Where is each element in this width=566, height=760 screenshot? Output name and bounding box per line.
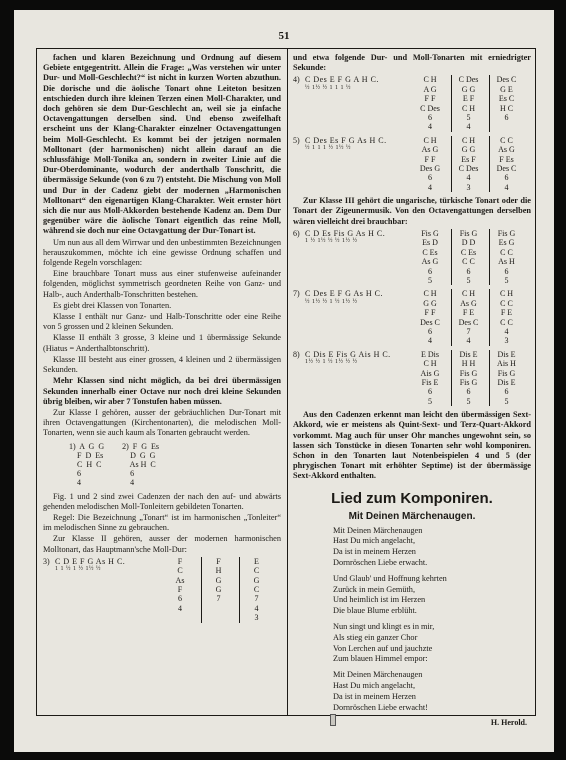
- scale-steps: 1 ½ 1½ ½ ½ 1½ ½: [305, 238, 358, 245]
- poem-line: Von Lerchen auf und jauchzte: [333, 643, 433, 653]
- scale-label: 7): [293, 289, 300, 299]
- scale-steps: ½ 1½ ½ 1 ½ 1½ ½: [305, 298, 358, 305]
- scale-notes: C Des E F G A H C.: [305, 75, 379, 85]
- poem-line: Hast Du mich angelacht,: [333, 680, 416, 690]
- poem-line: Mit Deinen Märchenaugen: [333, 525, 423, 535]
- chord: Dis E Ais H Fis G Dis E 6 5: [489, 350, 523, 406]
- scale-notes-block: [305, 229, 413, 285]
- poem-line: Dornröschen Liebe erwacht.: [333, 558, 428, 568]
- scale-notes: C Des Es F G As H C.: [305, 135, 387, 145]
- scale-steps: 1 1 ½ 1 ½ 1½ ½: [55, 566, 101, 573]
- right-column: [293, 53, 531, 728]
- scale-steps: 1½ ½ 1 ½ 1½ ½ ½: [305, 359, 358, 366]
- text-frame: [36, 48, 536, 728]
- chord: C H As G F E Des C 7 4: [451, 289, 485, 345]
- scale-example: [293, 289, 531, 345]
- poem-line: Als stieg ein ganzer Chor: [333, 632, 418, 642]
- scale-notes-block: [55, 557, 163, 623]
- scale-chords: [413, 136, 531, 192]
- poem-line: Da ist in meinem Herzen: [333, 691, 416, 701]
- scale-label: 4): [293, 75, 300, 85]
- poem-line: Hast Du mich angelacht,: [333, 536, 416, 546]
- poem-subtitle: Mit Deinen Märchenaugen.: [348, 510, 476, 522]
- chord: Dis E H H Fis G Fis G 6 5: [451, 350, 485, 406]
- binding-pin: [330, 714, 336, 726]
- poem-stanza: [333, 526, 531, 569]
- chord: E Dis C H Ais G Fis E 6 5: [420, 349, 440, 406]
- scale-chords: [413, 350, 531, 406]
- chord: E C G C 7 4 3: [239, 557, 273, 623]
- poem-line: Die blaue Blume erblüht.: [333, 606, 417, 616]
- chord: C Des G G E F C H 5 4: [451, 75, 485, 131]
- scale-notes-block: [305, 289, 413, 345]
- scale-example: [293, 136, 531, 192]
- scale-notes: C D Es Fis G As H C.: [305, 228, 386, 238]
- scale-label: 8): [293, 349, 300, 359]
- chord: C H As G F F Des G 6 4: [419, 135, 441, 192]
- scale-notes: C D E F G As H C.: [55, 556, 126, 566]
- scale-example: [293, 75, 531, 131]
- poem-stanza: [333, 622, 531, 665]
- scale-example: [293, 350, 531, 406]
- paragraph: Um nun aus all dem Wirrwar und den unbestimmten Bezeichnungen herauszukommen, möchte ich eine gewisse Ordnung schaffen und folgende Regeln vorschlagen:: [43, 237, 281, 268]
- poem-author: H. Herold.: [490, 718, 527, 728]
- paragraph: Zur Klasse I gehören, ausser der gebräuchlichen Dur-Tonart mit ihren Octavengattungen (Kirchentonarten), die melodischen Moll-Tonarten, wenn sie auch kaum als Tonarten gebraucht werden.: [43, 407, 281, 438]
- scale-notes-block: [305, 136, 413, 192]
- chord: C H C C F E C C 4 3: [489, 289, 523, 345]
- closing-paragraph: Aus den Cadenzen erkennt man leicht den übermässigen Sext-Akkord, wie er meistens als Quint-Sext- und Terz-Quart-Akkord vorkommt. Mag auch für unser Ohr manches ungewohnt sein, so lassen sich Tonstücke in diesen Tonarten sehr wohl komponiren. Schon in den Tonarten laut Notenbeispielen 4 und 5 (der phrygischen Tonart mit erhöhter Septime) ist der übermässige Sext-Akkord enthalten.: [293, 410, 531, 481]
- chord: C H G G Es F C Des 4 3: [451, 136, 485, 192]
- poem-line: Und heimlich ist im Herzen: [333, 595, 426, 605]
- scale-examples-6-8: [293, 229, 531, 406]
- poem-line: Da ist in meinem Herzen: [333, 547, 416, 557]
- scale-chords: [413, 289, 531, 345]
- paragraph: Mehr Klassen sind nicht möglich, da bei drei übermässigen Sekunden innerhalb einer Octave nur noch drei kleine Sekunden übrig bleiben, wir aber 7 Tonstufen haben müssen.: [43, 376, 281, 406]
- paragraph: Klasse I enthält nur Ganz- und Halb-Tonschritte oder eine Reihe von 5 grossen und 2 kleinen Sekunden.: [43, 312, 281, 332]
- chord: F C As F 6 4: [175, 556, 185, 613]
- poem-line: Zurück in mein Gemüth,: [333, 584, 416, 594]
- poem-title: Lied zum Komponiren.: [331, 489, 493, 507]
- paragraph: fachen und klaren Bezeichnung und Ordnung auf diesem Gebiete entgegentritt. Allein die Frage: „Was verstehen wir unter Dur- und Moll-Geschlecht?“ ist nicht in kurzen Worten abzuthun. Die dorische und die äolische Tonart ohne Leiteton besitzen entschieden durch ihre kleinen Terzen einen Moll-Charakter, und doch gehören sie dem Dur-Geschlecht an, weil sie ja einfache Octavengattungen derselben sind. Und ebenso zweifelhaft erscheint uns der Klang-Charakter einzelner Octavengattungen beim Moll-Geschlecht. Es kommt bei der jetzigen normalen Molltonart (der harmonischen) nicht allein darauf an die schlussfähige Moll-Tonika an, sondern in zweiter Linie auf die Dur-Oberdominante, wodurch der anderthalb Tonschritt, die übermässige Sekunde (von 6 zu 7) entsteht. Die Mischung von Moll und Dur in der Cadenz giebt der modernen „Harmonischen Molltonart“ den eigenartigen Klang-Charakter. Weit ernster hört sich die nur aus Moll-Akkorden bestehende Kadenz an. Dem Dur gegenüber wäre die äolische Tonart eigentlich das reine Moll, während sie doch nur eine Octavgattung der Dur-Tonart ist.: [43, 53, 281, 236]
- scale-label: 5): [293, 135, 300, 145]
- paragraph: Fig. 1 und 2 sind zwei Cadenzen der nach den auf- und abwärts gehenden melodischen Moll-Tonleitern gebildeten Tonarten.: [43, 491, 281, 511]
- scale-chords: [413, 75, 531, 131]
- scale-chords: [163, 557, 281, 623]
- paragraph: Klasse III besteht aus einer grossen, 4 kleinen und 2 übermässigen Sekunden.: [43, 354, 281, 375]
- scale-example: [293, 229, 531, 285]
- chord: C H A G F F C Des 6 4: [420, 75, 440, 132]
- paragraph: Zur Klasse II gehören, ausser der modernen harmonischen Molltonart, das Hauptmann'sche Moll-Dur:: [43, 534, 281, 554]
- chord: Des C G E Es C H C 6: [489, 75, 523, 131]
- cadence-example-2: 2) F G Es D G G As H C 6 4: [122, 441, 160, 487]
- poem-stanza: [333, 574, 531, 617]
- cadence-example-1: 1) A G G F D Es C H C 6 4: [69, 441, 105, 487]
- chord: Fis G Es D C Es As G 6 5: [421, 228, 439, 285]
- scale-label: 3): [43, 556, 50, 566]
- poem-line: Dornröschen Liebe erwacht!: [333, 702, 428, 712]
- chord: Fis G Es G C C As H 6 5: [489, 229, 523, 285]
- chord: C H G G F F Des C 6 4: [420, 289, 440, 346]
- scale-notes: C Des E F G As H C.: [305, 289, 383, 299]
- left-paragraphs-top: [43, 53, 281, 439]
- scale-example-3: [43, 557, 281, 623]
- class3-paragraph: Zur Klasse III gehört die ungarische, türkische Tonart oder die Tonart der Zigeunermusik. Von den Octavengattungen derselben wären vielleicht drei brauchbar:: [293, 196, 531, 226]
- scale-notes-block: [305, 350, 413, 406]
- paragraph: Es giebt drei Klassen von Tonarten.: [53, 300, 172, 310]
- scale-steps: ½ 1 1 1 ½ 1½ ½: [305, 145, 351, 152]
- poem-line: Und Glaub' und Hoffnung kehrten: [333, 573, 447, 583]
- scale-steps: ½ 1½ ½ 1 1 1 ½: [305, 84, 351, 91]
- paragraph: Eine brauchbare Tonart muss aus einer stufenweise aufeinander folgenden, möglichst symmetrisch geordneten Reihe von Ganz- und Halb-, auch Anderthalb-Tonschritten bestehen.: [43, 269, 281, 299]
- column-divider: [287, 49, 288, 715]
- poem-line: Nun singt und klingt es in mir,: [333, 622, 435, 631]
- document-page: [14, 10, 554, 752]
- page-number: 51: [278, 30, 290, 42]
- chord: Fis G D D C Es C C 6 5: [451, 229, 485, 285]
- chord: C C As G F Es Des C 6 4: [489, 136, 523, 192]
- cadence-examples-1-2: [69, 442, 281, 487]
- chord: F H G G 7: [201, 557, 235, 623]
- scale-label: 6): [293, 228, 300, 238]
- right-intro: und etwa folgende Dur- und Moll-Tonarten mit erniedrigter Sekunde:: [293, 53, 531, 73]
- paragraph: Klasse II enthält 3 grosse, 3 kleine und 1 übermässige Sekunde (Hiatus = Anderthalbtonschritt).: [43, 333, 281, 353]
- scale-notes: C Dis E Fis G Ais H C.: [305, 349, 391, 359]
- poem-body: [293, 526, 531, 714]
- paragraph: Regel: Die Bezeichnung „Tonart“ ist im harmonischen „Tonleiter“ im melodischen Sinne zu gebrauchen.: [43, 512, 281, 533]
- scale-notes-block: [305, 75, 413, 131]
- poem-line: Mit Deinen Märchenaugen: [333, 670, 423, 680]
- left-paragraphs-bottom: [43, 492, 281, 555]
- poem-line: Zum blauen Himmel empor:: [333, 654, 428, 664]
- scale-examples-4-5: [293, 75, 531, 192]
- scale-chords: [413, 229, 531, 285]
- left-column: [43, 53, 281, 709]
- poem-stanza: [333, 670, 531, 713]
